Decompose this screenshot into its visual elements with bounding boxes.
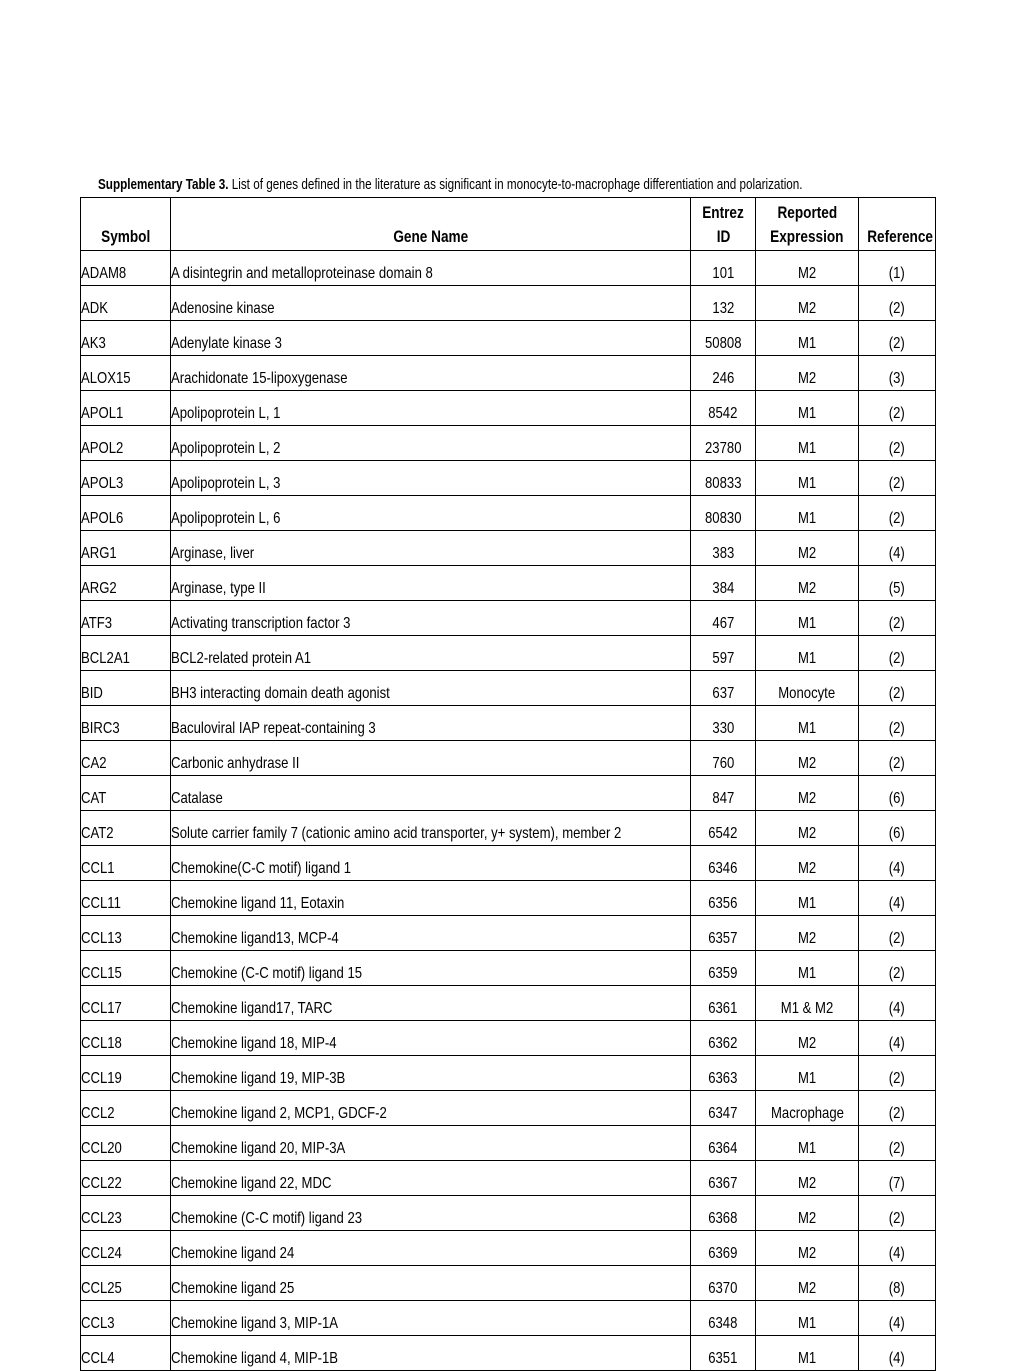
cell-gene-name: Arginase, liver	[171, 531, 691, 566]
cell-entrez-id: 6359	[691, 951, 756, 986]
cell-reference: (4)	[859, 846, 936, 881]
table-row	[81, 1301, 936, 1336]
cell-reported-expression: M1	[756, 496, 859, 531]
cell-gene-name: Chemokine ligand13, MCP-4	[171, 916, 691, 951]
cell-reference: (5)	[859, 566, 936, 601]
cell-gene-name: Chemokine ligand 19, MIP-3B	[171, 1056, 691, 1091]
table-row	[81, 846, 936, 881]
cell-entrez-id: 6348	[691, 1301, 756, 1336]
cell-reference: (4)	[859, 881, 936, 916]
cell-entrez-id: 246	[691, 356, 756, 391]
table-row	[81, 706, 936, 741]
table-row	[81, 251, 936, 286]
cell-symbol: APOL1	[81, 391, 171, 426]
cell-reported-expression: M2	[756, 846, 859, 881]
cell-gene-name: Arachidonate 15-lipoxygenase	[171, 356, 691, 391]
cell-gene-name: BH3 interacting domain death agonist	[171, 671, 691, 706]
cell-reference: (2)	[859, 706, 936, 741]
cell-entrez-id: 6542	[691, 811, 756, 846]
cell-symbol: APOL6	[81, 496, 171, 531]
cell-entrez-id: 383	[691, 531, 756, 566]
cell-entrez-id: 6368	[691, 1196, 756, 1231]
cell-symbol: ADK	[81, 286, 171, 321]
cell-entrez-id: 637	[691, 671, 756, 706]
table-row	[81, 1161, 936, 1196]
cell-symbol: CCL17	[81, 986, 171, 1021]
cell-gene-name: Chemokine ligand 18, MIP-4	[171, 1021, 691, 1056]
cell-reported-expression: M1	[756, 1126, 859, 1161]
header-entrez-id: Entrez ID	[691, 198, 756, 251]
cell-reported-expression: M1	[756, 951, 859, 986]
cell-symbol: CCL19	[81, 1056, 171, 1091]
cell-entrez-id: 6362	[691, 1021, 756, 1056]
cell-entrez-id: 80830	[691, 496, 756, 531]
cell-symbol: CA2	[81, 741, 171, 776]
table-row	[81, 1266, 936, 1301]
cell-gene-name: Carbonic anhydrase II	[171, 741, 691, 776]
cell-gene-name: Chemokine ligand 20, MIP-3A	[171, 1126, 691, 1161]
table-row	[81, 1231, 936, 1266]
table-row	[81, 1056, 936, 1091]
cell-reported-expression: M1	[756, 1336, 859, 1371]
cell-reference: (2)	[859, 391, 936, 426]
cell-reference: (2)	[859, 426, 936, 461]
cell-entrez-id: 467	[691, 601, 756, 636]
cell-reported-expression: M2	[756, 811, 859, 846]
cell-symbol: CCL24	[81, 1231, 171, 1266]
header-reference: Reference	[859, 198, 936, 251]
cell-reported-expression: M1	[756, 1056, 859, 1091]
cell-reference: (4)	[859, 1231, 936, 1266]
cell-reference: (2)	[859, 496, 936, 531]
cell-reported-expression: M2	[756, 1266, 859, 1301]
cell-entrez-id: 23780	[691, 426, 756, 461]
cell-entrez-id: 101	[691, 251, 756, 286]
cell-reported-expression: M2	[756, 1021, 859, 1056]
cell-entrez-id: 132	[691, 286, 756, 321]
table-row	[81, 531, 936, 566]
cell-reported-expression: M1	[756, 881, 859, 916]
cell-entrez-id: 6361	[691, 986, 756, 1021]
cell-reference: (4)	[859, 1021, 936, 1056]
table-row	[81, 356, 936, 391]
cell-reference: (2)	[859, 461, 936, 496]
cell-reported-expression: M2	[756, 356, 859, 391]
table-row	[81, 881, 936, 916]
cell-symbol: BCL2A1	[81, 636, 171, 671]
cell-entrez-id: 6367	[691, 1161, 756, 1196]
table-row	[81, 951, 936, 986]
table-row	[81, 1196, 936, 1231]
cell-reported-expression: M2	[756, 1196, 859, 1231]
cell-reported-expression: M2	[756, 1231, 859, 1266]
cell-reference: (2)	[859, 916, 936, 951]
gene-table	[80, 197, 936, 1371]
cell-reported-expression: M2	[756, 916, 859, 951]
cell-symbol: CCL18	[81, 1021, 171, 1056]
cell-gene-name: Adenylate kinase 3	[171, 321, 691, 356]
cell-symbol: ATF3	[81, 601, 171, 636]
cell-gene-name: Apolipoprotein L, 3	[171, 461, 691, 496]
table-row	[81, 986, 936, 1021]
cell-entrez-id: 6347	[691, 1091, 756, 1126]
cell-reported-expression: M1	[756, 636, 859, 671]
cell-entrez-id: 847	[691, 776, 756, 811]
cell-symbol: CCL25	[81, 1266, 171, 1301]
cell-symbol: ADAM8	[81, 251, 171, 286]
cell-entrez-id: 8542	[691, 391, 756, 426]
cell-reference: (4)	[859, 1336, 936, 1371]
caption-text: List of genes defined in the literature as significant in monocyte-to-macrophage differentiation and polarization.	[228, 176, 803, 193]
cell-symbol: ARG2	[81, 566, 171, 601]
cell-reported-expression: M2	[756, 286, 859, 321]
cell-symbol: CAT	[81, 776, 171, 811]
cell-gene-name: Solute carrier family 7 (cationic amino acid transporter, y+ system), member 2	[171, 811, 691, 846]
cell-reported-expression: M1	[756, 461, 859, 496]
cell-entrez-id: 330	[691, 706, 756, 741]
cell-entrez-id: 384	[691, 566, 756, 601]
cell-reference: (4)	[859, 1301, 936, 1336]
cell-gene-name: Chemokine ligand 4, MIP-1B	[171, 1336, 691, 1371]
table-row	[81, 566, 936, 601]
cell-symbol: APOL2	[81, 426, 171, 461]
table-row	[81, 601, 936, 636]
table-row	[81, 1021, 936, 1056]
cell-symbol: AK3	[81, 321, 171, 356]
cell-symbol: CCL23	[81, 1196, 171, 1231]
cell-symbol: CCL4	[81, 1336, 171, 1371]
cell-symbol: CAT2	[81, 811, 171, 846]
cell-reference: (1)	[859, 251, 936, 286]
cell-gene-name: Chemokine ligand 3, MIP-1A	[171, 1301, 691, 1336]
cell-gene-name: Baculoviral IAP repeat-containing 3	[171, 706, 691, 741]
cell-gene-name: Chemokine ligand 22, MDC	[171, 1161, 691, 1196]
cell-gene-name: Activating transcription factor 3	[171, 601, 691, 636]
cell-gene-name: Chemokine(C-C motif) ligand 1	[171, 846, 691, 881]
cell-entrez-id: 6346	[691, 846, 756, 881]
cell-reported-expression: Macrophage	[756, 1091, 859, 1126]
cell-symbol: CCL1	[81, 846, 171, 881]
cell-gene-name: Apolipoprotein L, 6	[171, 496, 691, 531]
cell-reference: (3)	[859, 356, 936, 391]
cell-symbol: BIRC3	[81, 706, 171, 741]
table-body	[81, 251, 936, 1371]
cell-symbol: CCL13	[81, 916, 171, 951]
cell-reference: (2)	[859, 601, 936, 636]
cell-reference: (2)	[859, 951, 936, 986]
header-gene-name: Gene Name	[171, 198, 691, 251]
cell-reported-expression: M1	[756, 426, 859, 461]
cell-symbol: CCL11	[81, 881, 171, 916]
cell-reference: (2)	[859, 1091, 936, 1126]
table-row	[81, 461, 936, 496]
cell-entrez-id: 6356	[691, 881, 756, 916]
cell-entrez-id: 6363	[691, 1056, 756, 1091]
table-row	[81, 636, 936, 671]
cell-reference: (4)	[859, 986, 936, 1021]
cell-gene-name: Chemokine ligand 2, MCP1, GDCF-2	[171, 1091, 691, 1126]
cell-reported-expression: M2	[756, 741, 859, 776]
cell-symbol: BID	[81, 671, 171, 706]
cell-gene-name: BCL2-related protein A1	[171, 636, 691, 671]
table-row	[81, 741, 936, 776]
cell-entrez-id: 50808	[691, 321, 756, 356]
cell-gene-name: Chemokine (C-C motif) ligand 23	[171, 1196, 691, 1231]
table-row	[81, 916, 936, 951]
cell-entrez-id: 6357	[691, 916, 756, 951]
cell-gene-name: Apolipoprotein L, 1	[171, 391, 691, 426]
cell-reported-expression: M2	[756, 776, 859, 811]
table-caption	[98, 175, 803, 195]
cell-reported-expression: M1	[756, 1301, 859, 1336]
cell-gene-name: Adenosine kinase	[171, 286, 691, 321]
cell-symbol: CCL3	[81, 1301, 171, 1336]
cell-reference: (4)	[859, 531, 936, 566]
table-row	[81, 811, 936, 846]
table-row	[81, 391, 936, 426]
cell-gene-name: Chemokine ligand 25	[171, 1266, 691, 1301]
table-row	[81, 496, 936, 531]
cell-symbol: APOL3	[81, 461, 171, 496]
cell-gene-name: Chemokine ligand17, TARC	[171, 986, 691, 1021]
cell-symbol: ALOX15	[81, 356, 171, 391]
cell-reported-expression: M1	[756, 706, 859, 741]
table-row	[81, 671, 936, 706]
cell-gene-name: A disintegrin and metalloproteinase domain 8	[171, 251, 691, 286]
cell-reference: (8)	[859, 1266, 936, 1301]
cell-reported-expression: M1	[756, 601, 859, 636]
cell-gene-name: Apolipoprotein L, 2	[171, 426, 691, 461]
cell-reference: (2)	[859, 636, 936, 671]
cell-entrez-id: 80833	[691, 461, 756, 496]
cell-reported-expression: M2	[756, 566, 859, 601]
header-row	[81, 198, 936, 251]
cell-reported-expression: M1	[756, 321, 859, 356]
cell-symbol: ARG1	[81, 531, 171, 566]
cell-gene-name: Chemokine ligand 24	[171, 1231, 691, 1266]
cell-entrez-id: 6351	[691, 1336, 756, 1371]
cell-reference: (2)	[859, 671, 936, 706]
table-row	[81, 426, 936, 461]
cell-entrez-id: 597	[691, 636, 756, 671]
cell-symbol: CCL2	[81, 1091, 171, 1126]
cell-reference: (7)	[859, 1161, 936, 1196]
cell-reference: (2)	[859, 1126, 936, 1161]
header-symbol: Symbol	[81, 198, 171, 251]
cell-entrez-id: 6369	[691, 1231, 756, 1266]
cell-symbol: CCL15	[81, 951, 171, 986]
cell-gene-name: Arginase, type II	[171, 566, 691, 601]
cell-reported-expression: M2	[756, 531, 859, 566]
cell-reference: (2)	[859, 1056, 936, 1091]
cell-reported-expression: Monocyte	[756, 671, 859, 706]
header-reported-expression: Reported Expression	[756, 198, 859, 251]
cell-reference: (2)	[859, 286, 936, 321]
cell-gene-name: Chemokine ligand 11, Eotaxin	[171, 881, 691, 916]
cell-reported-expression: M1	[756, 391, 859, 426]
table-row	[81, 776, 936, 811]
cell-symbol: CCL22	[81, 1161, 171, 1196]
table-row	[81, 321, 936, 356]
cell-reference: (6)	[859, 811, 936, 846]
cell-entrez-id: 6364	[691, 1126, 756, 1161]
cell-reported-expression: M2	[756, 251, 859, 286]
cell-gene-name: Catalase	[171, 776, 691, 811]
cell-reference: (2)	[859, 321, 936, 356]
table-row	[81, 1336, 936, 1371]
cell-reference: (2)	[859, 741, 936, 776]
cell-gene-name: Chemokine (C-C motif) ligand 15	[171, 951, 691, 986]
cell-symbol: CCL20	[81, 1126, 171, 1161]
cell-reported-expression: M2	[756, 1161, 859, 1196]
caption-label: Supplementary Table 3.	[98, 176, 229, 193]
cell-reported-expression: M1 & M2	[756, 986, 859, 1021]
cell-reference: (2)	[859, 1196, 936, 1231]
cell-entrez-id: 760	[691, 741, 756, 776]
cell-entrez-id: 6370	[691, 1266, 756, 1301]
table-row	[81, 1091, 936, 1126]
cell-reference: (6)	[859, 776, 936, 811]
table-row	[81, 1126, 936, 1161]
table-row	[81, 286, 936, 321]
